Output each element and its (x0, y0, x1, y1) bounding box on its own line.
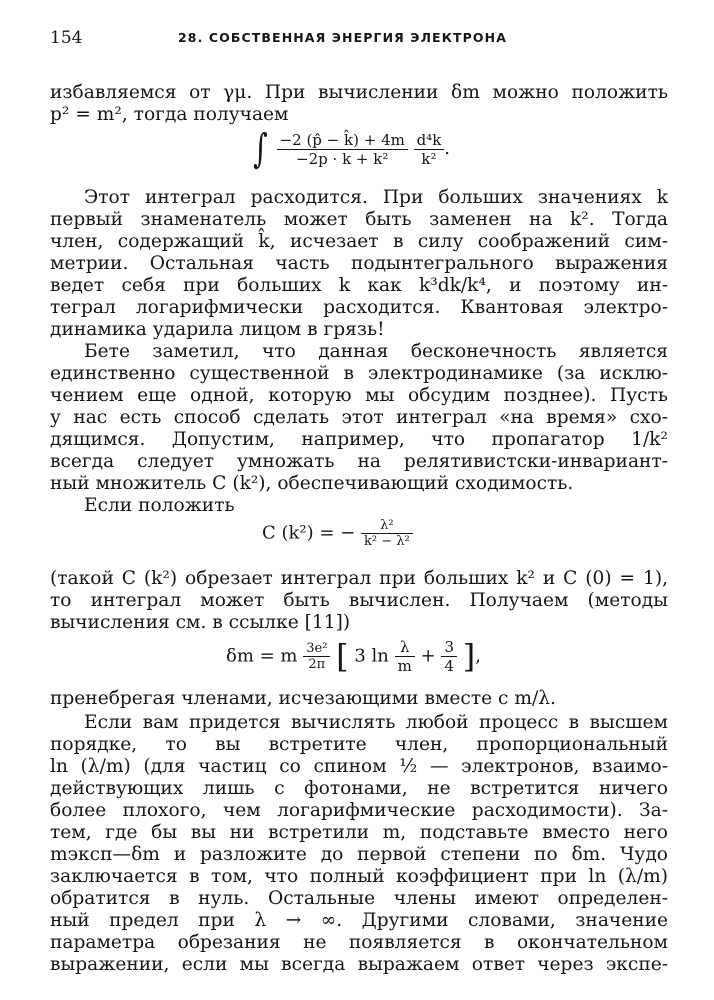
text-line: ный предел при λ → ∞. Другими словами, значение (50, 910, 668, 931)
text-line: Этот интеграл расходится. При больших значениях k (84, 187, 668, 208)
fraction-denominator: 4 (444, 657, 454, 675)
integrand-numerator: −2 (p̂ − k̂) + 4m (277, 131, 408, 150)
text-line: более плохого, чем логарифмические расходимости). За- (50, 800, 668, 821)
text-line: ln (λ/m) (для частиц со спином ½ — электронов, взаимо- (50, 756, 668, 777)
right-bracket: ] (462, 637, 476, 676)
measure-denominator: k² (421, 149, 437, 168)
text-line: дящимся. Допустим, например, что пропагатор 1/k² (50, 429, 668, 450)
text-line: обратится в нуль. Остальные члены имеют определен- (50, 888, 668, 909)
cutoff-numerator: λ² (361, 518, 413, 534)
text-line: выражении, если мы всегда выражаем ответ через экспе- (50, 954, 668, 975)
equation-comma: , (475, 645, 481, 667)
coefficient-numerator: 3e² (303, 641, 330, 657)
text-line: (такой C (k²) обрезает интеграл при больших k² и C (0) = 1), (50, 568, 668, 589)
mass-shift-equation (226, 638, 481, 675)
text-line: то интеграл может быть вычислен. Получаем (методы (50, 590, 668, 611)
text-line: ный множитель C (k²), обеспечивающий сходимость. (50, 473, 574, 494)
text-line: первый знаменатель может быть заменен на k². Тогда (50, 209, 668, 230)
text-line: вычисления см. в ссылке [11]) (50, 612, 351, 633)
text-line: метрии. Остальная часть подынтегрального выражения (50, 253, 668, 274)
cutoff-denominator: k² − λ² (364, 534, 410, 549)
text-line: Если вам придется вычислять любой процесс в высшем (84, 712, 668, 733)
plus-sign: + (420, 645, 436, 667)
measure-numerator: d⁴k (414, 131, 445, 150)
text-line: чением еще одной, которую мы обсудим позднее). Пусть (50, 385, 668, 406)
cutoff-fraction (361, 518, 413, 549)
log-ratio (395, 638, 415, 675)
text-line: p² = m², тогда получаем (50, 104, 289, 125)
text-line: всегда следует умножать на релятивистски-инвариант- (50, 451, 668, 472)
text-line: действующих лишь с фотонами, не встретится ничего (50, 778, 668, 799)
text-line: Если положить (84, 495, 235, 516)
text-line: mэксп—δm и разложите до первой степени по δm. Чудо (50, 844, 668, 865)
mass-shift-lhs: δm = m (226, 645, 298, 667)
text-line: порядке, то вы встретите член, пропорциональный (50, 734, 668, 755)
cutoff-lhs: C (k²) = − (262, 522, 356, 544)
equation-period: . (444, 138, 451, 159)
integral-equation (250, 126, 451, 172)
text-line: пренебрегая членами, исчезающими вместе с m/λ. (50, 688, 556, 709)
text-line: Бете заметил, что данная бесконечность является (84, 341, 668, 362)
ratio-numerator: λ (395, 638, 415, 657)
page-number: 154 (50, 28, 83, 48)
integrand-fraction (277, 131, 408, 168)
cutoff-equation (262, 518, 413, 549)
log-term: 3 ln (354, 645, 389, 667)
page-header (50, 28, 668, 48)
text-line: параметра обрезания не появляется в окончательном (50, 932, 668, 953)
text-line: у нас есть способ сделать этот интеграл «на время» схо- (50, 407, 668, 428)
text-line: единственно существенной в электродинамике (за исклю- (50, 363, 668, 384)
text-line: теграл логарифмически расходится. Квантовая электро- (50, 297, 668, 318)
measure-fraction (414, 131, 445, 168)
text-line: заключается в том, что полный коэффициент при ln (λ/m) (50, 866, 668, 887)
coefficient-denominator: 2π (308, 657, 326, 672)
integral-sign: ∫ (253, 126, 268, 172)
three-quarters (441, 638, 457, 675)
integrand-denominator: −2p · k + k² (296, 149, 389, 168)
fraction-numerator: 3 (441, 638, 457, 657)
text-line: динамика ударила лицом в грязь! (50, 319, 385, 340)
text-line: ведет себя при больших k как k³dk/k⁴, и поэтому ин- (50, 275, 668, 296)
text-line: избавляемся от γμ. При вычислении δm можно положить (50, 82, 668, 103)
ratio-denominator: m (397, 657, 412, 675)
mass-shift-coefficient (303, 641, 330, 672)
left-bracket: [ (336, 637, 349, 676)
text-line: тем, где бы вы ни встретили m, подставьте вместо него (50, 822, 668, 843)
running-title: 28. СОБСТВЕННАЯ ЭНЕРГИЯ ЭЛЕКТРОНА (178, 30, 507, 45)
text-line: член, содержащий k̂, исчезает в силу соображений сим- (50, 231, 668, 252)
